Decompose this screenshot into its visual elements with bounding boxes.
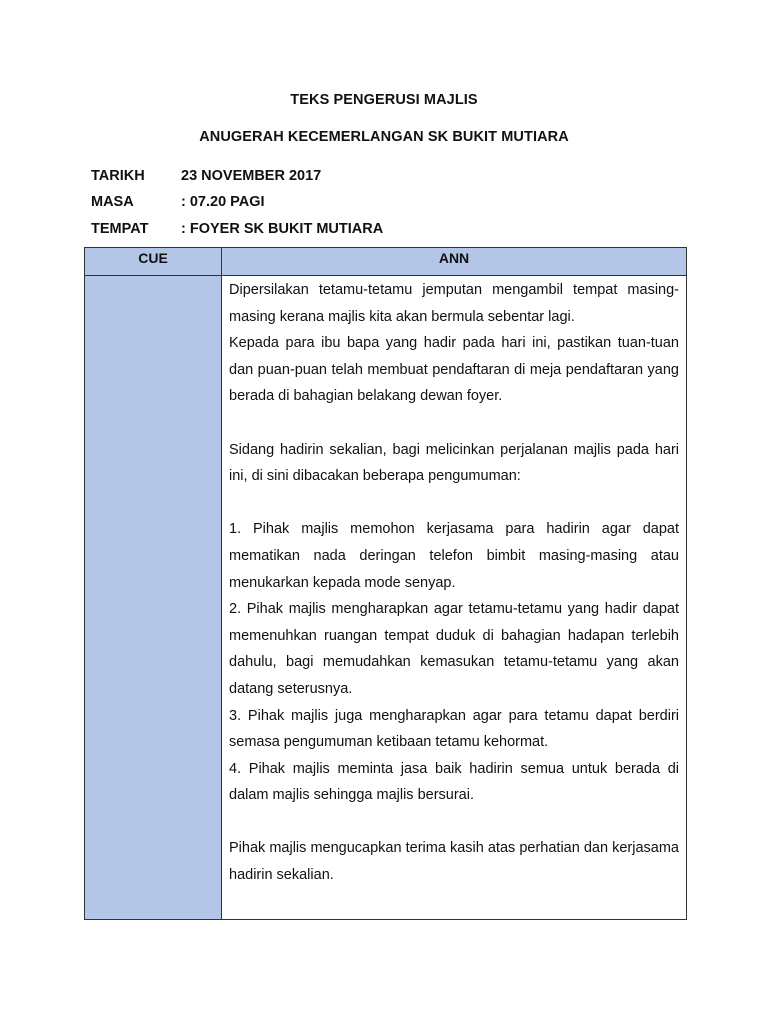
announcement-item-2: 2. Pihak majlis mengharapkan agar tetamu-tetamu yang hadir dapat memenuhkan ruangan tempat duduk di bahagian hadapan terlebih dahulu, bagi memudahkan kemasukan tetamu-tetamu yang akan datang seterusnya. xyxy=(229,601,679,697)
paragraph-welcome: Dipersilakan tetamu-tetamu jemputan mengambil tempat masing-masing kerana majlis kita akan bermula sebentar lagi. xyxy=(229,282,679,325)
paragraph-spacer xyxy=(229,490,679,517)
tempat-label: TEMPAT xyxy=(91,221,149,237)
cue-cell xyxy=(85,276,222,920)
tarikh-value: 23 NOVEMBER 2017 xyxy=(181,168,322,184)
document-title: TEKS PENGERUSI MAJLIS xyxy=(290,92,478,108)
announcement-item-3: 3. Pihak majlis juga mengharapkan agar para tetamu dapat berdiri semasa pengumuman ketibaan tetamu kehormat. xyxy=(229,707,679,751)
tarikh-label: TARIKH xyxy=(91,168,145,184)
masa-value: : 07.20 PAGI xyxy=(181,194,265,210)
tempat-value: : FOYER SK BUKIT MUTIARA xyxy=(181,221,384,237)
masa-label: MASA xyxy=(91,194,134,210)
paragraph-registration: Kepada para ibu bapa yang hadir pada hari ini, pastikan tuan-tuan dan puan-puan telah membuat pendaftaran di meja pendaftaran yang berada di bahagian belakang dewan foyer. xyxy=(229,335,679,405)
paragraph-thanks: Pihak majlis mengucapkan terima kasih atas perhatian dan kerjasama hadirin sekalian. xyxy=(229,840,679,884)
paragraph-announcements-intro: Sidang hadirin sekalian, bagi melicinkan perjalanan majlis pada hari ini, di sini dibacakan beberapa pengumuman: xyxy=(229,441,679,485)
announcement-text xyxy=(222,276,686,889)
paragraph-spacer xyxy=(229,809,679,836)
paragraph-spacer xyxy=(229,410,679,437)
announcement-item-1: 1. Pihak majlis memohon kerjasama para hadirin agar dapat mematikan nada deringan telefon bimbit masing-masing atau menukarkan kepada mode senyap. xyxy=(229,521,679,591)
document-subtitle: ANUGERAH KECEMERLANGAN SK BUKIT MUTIARA xyxy=(199,129,569,145)
table-row xyxy=(85,276,687,920)
announcement-item-4: 4. Pihak majlis meminta jasa baik hadirin semua untuk berada di dalam majlis sehingga majlis bersurai. xyxy=(229,760,679,804)
ann-header: ANN xyxy=(222,248,687,276)
script-table xyxy=(84,247,687,920)
cue-header: CUE xyxy=(85,248,222,276)
table-header-row xyxy=(85,248,687,276)
ann-cell xyxy=(222,276,687,920)
